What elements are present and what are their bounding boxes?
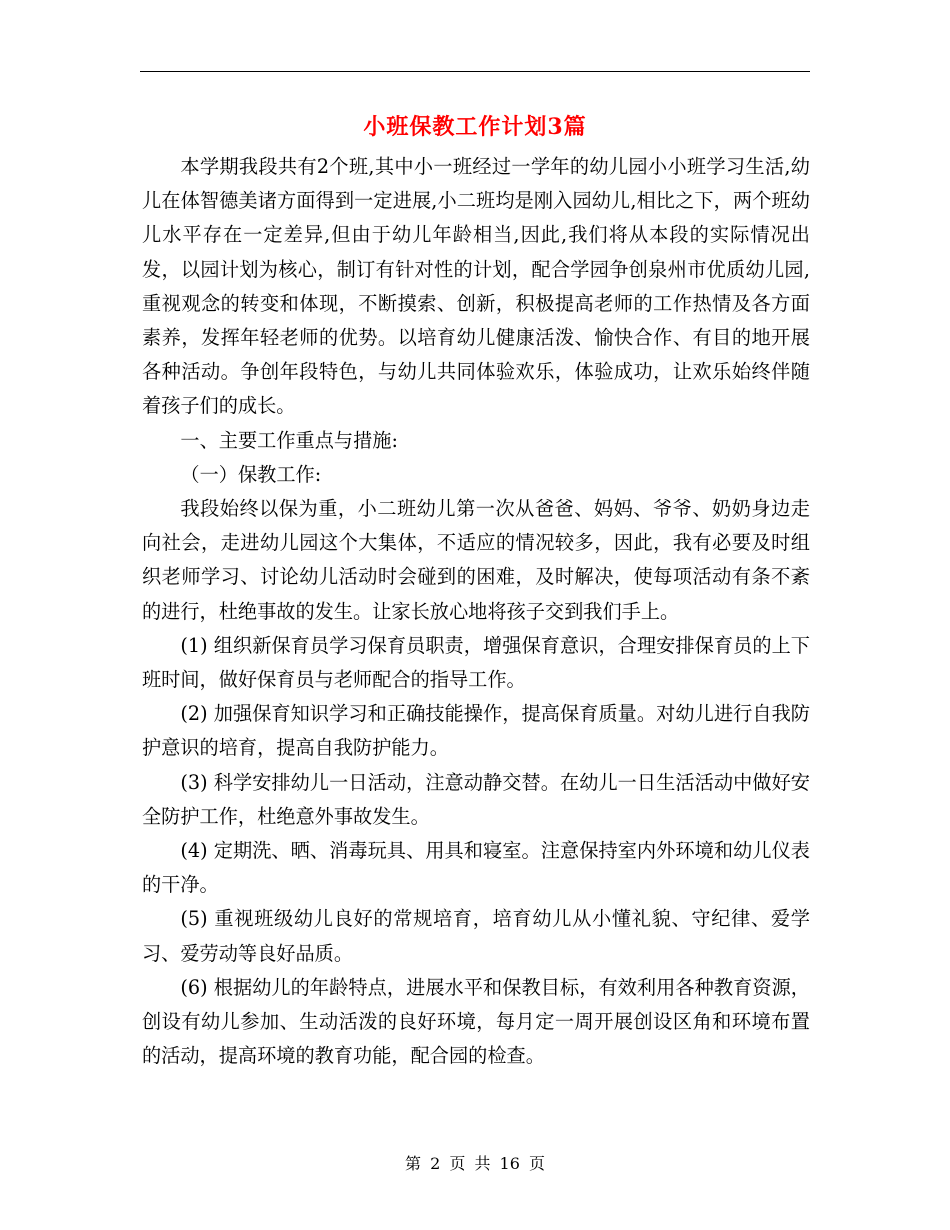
list-item-2: (2) 加强保育知识学习和正确技能操作，提高保育质量。对幼儿进行自我防护意识的培育，提高自我防护能力。 bbox=[142, 702, 810, 760]
header-rule bbox=[140, 71, 810, 72]
page-number: 第 2 页 共 16 页 bbox=[405, 1154, 545, 1173]
intro-paragraph: 本学期我段共有2个班,其中小一班经过一学年的幼儿园小小班学习生活,幼儿在体智德美诸方面得到一定进展,小二班均是刚入园幼儿,相比之下，两个班幼儿水平存在一定差异,但由于幼儿年龄相当,因此,我们将从本段的实际情况出发，以园计划为核心，制订有针对性的计划，配合学园争创泉州市优质幼儿园,重视观念的转变和体现，不断摸索、创新，积极提高老师的工作热情及各方面素养，发挥年轻老师的优势。以培育幼儿健康活泼、愉快合作、有目的地开展各种活动。争创年段特色，与幼儿共同体验欢乐，体验成功，让欢乐始终伴随着孩子们的成长。 bbox=[142, 155, 810, 418]
document-title: 小班保教工作计划3篇 bbox=[363, 114, 587, 140]
document-body bbox=[142, 150, 810, 1073]
list-item-4: (4) 定期洗、晒、消毒玩具、用具和寝室。注意保持室内外环境和幼儿仪表的干净。 bbox=[142, 839, 810, 897]
list-item-1: (1) 组织新保育员学习保育员职责，增强保育意识，合理安排保育员的上下班时间，做好保育员与老师配合的指导工作。 bbox=[142, 633, 810, 692]
subsection-heading: （一）保教工作: bbox=[180, 462, 322, 486]
section-heading: 一、主要工作重点与措施: bbox=[180, 428, 398, 452]
list-item-5: (5) 重视班级幼儿良好的常规培育，培育幼儿从小懂礼貌、守纪律、爱学习、爱劳动等良好品质。 bbox=[142, 907, 810, 965]
list-item-6: (6) 根据幼儿的年龄特点，进展水平和保教目标，有效利用各种教育资源，创设有幼儿参加、生动活泼的良好环境，每月定一周开展创设区角和环境布置的活动，提高环境的教育功能，配合园的检查。 bbox=[142, 975, 810, 1068]
list-item-3: (3) 科学安排幼儿一日活动，注意动静交替。在幼儿一日生活活动中做好安全防护工作，杜绝意外事故发生。 bbox=[142, 770, 810, 828]
body-paragraph: 我段始终以保为重，小二班幼儿第一次从爸爸、妈妈、爷爷、奶奶身边走向社会，走进幼儿园这个大集体，不适应的情况较多，因此，我有必要及时组织老师学习、讨论幼儿活动时会碰到的困难，及时解决，使每项活动有条不紊的进行，杜绝事故的发生。让家长放心地将孩子交到我们手上。 bbox=[142, 497, 810, 623]
